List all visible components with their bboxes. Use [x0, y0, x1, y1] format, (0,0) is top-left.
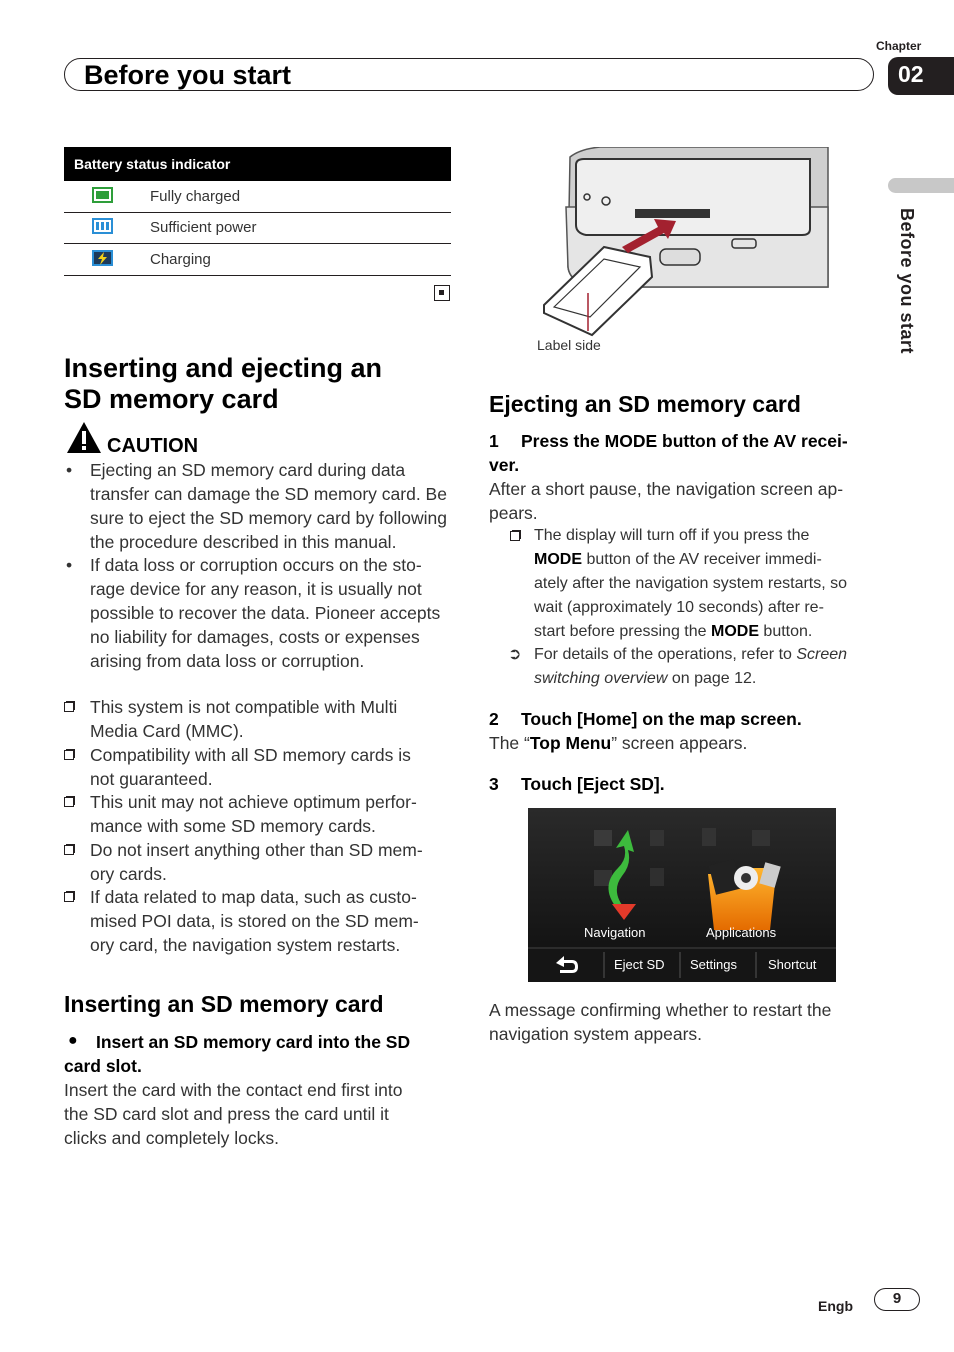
note-item	[90, 790, 452, 838]
bold-term: MODE	[710, 623, 759, 640]
ejecting-step-3	[489, 772, 889, 796]
section-title-line: SD memory card	[64, 384, 279, 414]
text-line: mised POI data, is stored on the SD mem-	[90, 911, 419, 931]
text-fragment: ” screen appears.	[611, 733, 748, 753]
note-item	[90, 743, 452, 791]
battery-row-label: Sufficient power	[150, 219, 257, 236]
reference-link[interactable]: switching overview	[534, 670, 668, 687]
text-fragment: start before pressing the	[534, 623, 711, 640]
text-line: ory card, the navigation system restarts.	[90, 935, 401, 955]
bullet-icon: •	[66, 460, 73, 480]
page-number: 9	[874, 1288, 920, 1311]
inserting-body	[64, 1078, 454, 1150]
battery-full-icon	[92, 186, 114, 204]
text-line: clicks and completely locks.	[64, 1128, 279, 1148]
text-line: Press the MODE button of the AV recei-	[521, 431, 848, 451]
text-line: If data loss or corruption occurs on the sto-	[90, 555, 422, 575]
text-line: A message confirming whether to restart the	[489, 1000, 832, 1020]
text-line: This unit may not achieve optimum perfor-	[90, 792, 417, 812]
text-line: rage device for any reason, it is usually not	[90, 579, 422, 599]
text-line: wait (approximately 10 seconds) after re-	[534, 599, 824, 616]
shortcut-button[interactable]: Shortcut	[768, 957, 817, 972]
text-line: ory cards.	[90, 864, 167, 884]
text-fragment: For details of the operations, refer to	[534, 646, 797, 663]
settings-button[interactable]: Settings	[690, 957, 737, 972]
step-line	[64, 1030, 454, 1054]
text-line: This system is not compatible with Multi	[90, 697, 398, 717]
text-line: arising from data loss or corruption.	[90, 651, 365, 671]
note-checkbox-icon	[64, 892, 74, 902]
text-line: card slot.	[64, 1056, 142, 1076]
text-line: Ejecting an SD memory card during data	[90, 460, 406, 480]
text-line: no liability for damages, costs or expenses	[90, 627, 420, 647]
eject-sd-button[interactable]: Eject SD	[614, 957, 665, 972]
text-fragment: on page 12.	[667, 670, 757, 687]
side-tab-marker	[888, 178, 954, 193]
step-number: 1	[489, 431, 499, 451]
text-line: mance with some SD memory cards.	[90, 816, 376, 836]
battery-row-label: Fully charged	[150, 188, 241, 205]
note-item	[90, 885, 452, 957]
text-line: Compatibility with all SD memory cards is	[90, 745, 411, 765]
note-checkbox-icon	[64, 845, 74, 855]
ejecting-reference	[508, 643, 894, 691]
note-checkbox-icon	[64, 750, 74, 760]
note-checkbox-icon	[510, 531, 520, 541]
text-line: Touch [Home] on the map screen.	[521, 709, 802, 729]
text-fragment: button.	[758, 623, 813, 640]
battery-row	[64, 181, 451, 213]
ejecting-heading: Ejecting an SD memory card	[489, 391, 801, 417]
reference-arrow-icon: ➲	[508, 646, 522, 663]
battery-sufficient-icon	[92, 217, 114, 235]
ejecting-note	[534, 524, 894, 644]
text-line: Touch [Eject SD].	[521, 774, 665, 794]
bullet-dot-icon: ●	[68, 1032, 78, 1049]
inserting-step	[64, 1030, 454, 1078]
bold-term: MODE	[534, 551, 582, 568]
caution-item	[66, 458, 452, 554]
illustration-caption: Label side	[537, 337, 601, 353]
section-end-mark	[434, 285, 450, 301]
text-line: possible to recover the data. Pioneer accepts	[90, 603, 441, 623]
text-line	[534, 620, 894, 644]
text-line: Media Card (MMC).	[90, 721, 244, 741]
text-line: not guaranteed.	[90, 769, 213, 789]
back-arrow-icon[interactable]	[552, 953, 580, 977]
text-line	[534, 548, 894, 572]
text-line: the SD card slot and press the card until it	[64, 1104, 389, 1124]
step-number: 3	[489, 774, 499, 794]
ejecting-step-1-body	[489, 477, 889, 525]
text-line: ately after the navigation system restarts, so	[534, 575, 848, 592]
footer-language: Engb	[818, 1298, 853, 1314]
text-line	[534, 667, 894, 691]
chapter-number: 02	[888, 57, 954, 95]
section-title-line: Inserting and ejecting an	[64, 353, 383, 383]
note-checkbox-icon	[64, 797, 74, 807]
inserting-heading: Inserting an SD memory card	[64, 991, 384, 1017]
warning-icon	[66, 421, 102, 454]
text-line: ver.	[489, 455, 520, 475]
section-title	[64, 353, 382, 415]
text-line: After a short pause, the navigation screen ap-	[489, 479, 844, 499]
tile-applications[interactable]: Applications	[706, 925, 777, 940]
text-line: navigation system appears.	[489, 1024, 703, 1044]
caution-label: CAUTION	[107, 435, 199, 457]
text-line	[534, 643, 894, 667]
text-line: sure to eject the SD memory card by following	[90, 508, 447, 528]
text-line: The display will turn off if you press the	[534, 527, 810, 544]
text-line: pears.	[489, 503, 538, 523]
text-fragment: The “	[489, 733, 530, 753]
tile-navigation[interactable]: Navigation	[584, 925, 646, 940]
chapter-label: Chapter	[876, 39, 922, 53]
battery-row-label: Charging	[150, 251, 211, 268]
step-line	[489, 429, 889, 453]
ejecting-step-2-body	[489, 731, 889, 755]
step-number: 2	[489, 709, 499, 729]
side-tab-text: Before you start	[897, 208, 917, 355]
text-fragment: button of the AV receiver immedi-	[582, 551, 822, 568]
note-checkbox-icon	[64, 702, 74, 712]
reference-link[interactable]: Screen	[796, 646, 848, 663]
text-line: Insert the card with the contact end first into	[64, 1080, 403, 1100]
text-line: Do not insert anything other than SD mem-	[90, 840, 423, 860]
ejecting-step-1	[489, 429, 889, 477]
ejecting-result	[489, 998, 889, 1046]
battery-row	[64, 212, 451, 244]
top-menu-screenshot	[528, 808, 836, 982]
page-title: Before you start	[84, 60, 292, 90]
battery-table-heading: Battery status indicator	[64, 147, 451, 181]
ejecting-step-2	[489, 707, 889, 731]
text-line: If data related to map data, such as custo-	[90, 887, 417, 907]
note-item	[90, 838, 452, 886]
bold-term: Top Menu	[529, 733, 612, 753]
caution-item	[66, 553, 452, 673]
note-item	[90, 695, 452, 743]
bullet-icon: •	[66, 555, 73, 575]
sd-card-insertion-illustration	[540, 147, 830, 337]
battery-row	[64, 244, 451, 276]
battery-charging-icon	[92, 249, 114, 267]
text-line: Insert an SD memory card into the SD	[96, 1032, 411, 1052]
text-line: transfer can damage the SD memory card. Be	[90, 484, 447, 504]
text-line: the procedure described in this manual.	[90, 532, 397, 552]
